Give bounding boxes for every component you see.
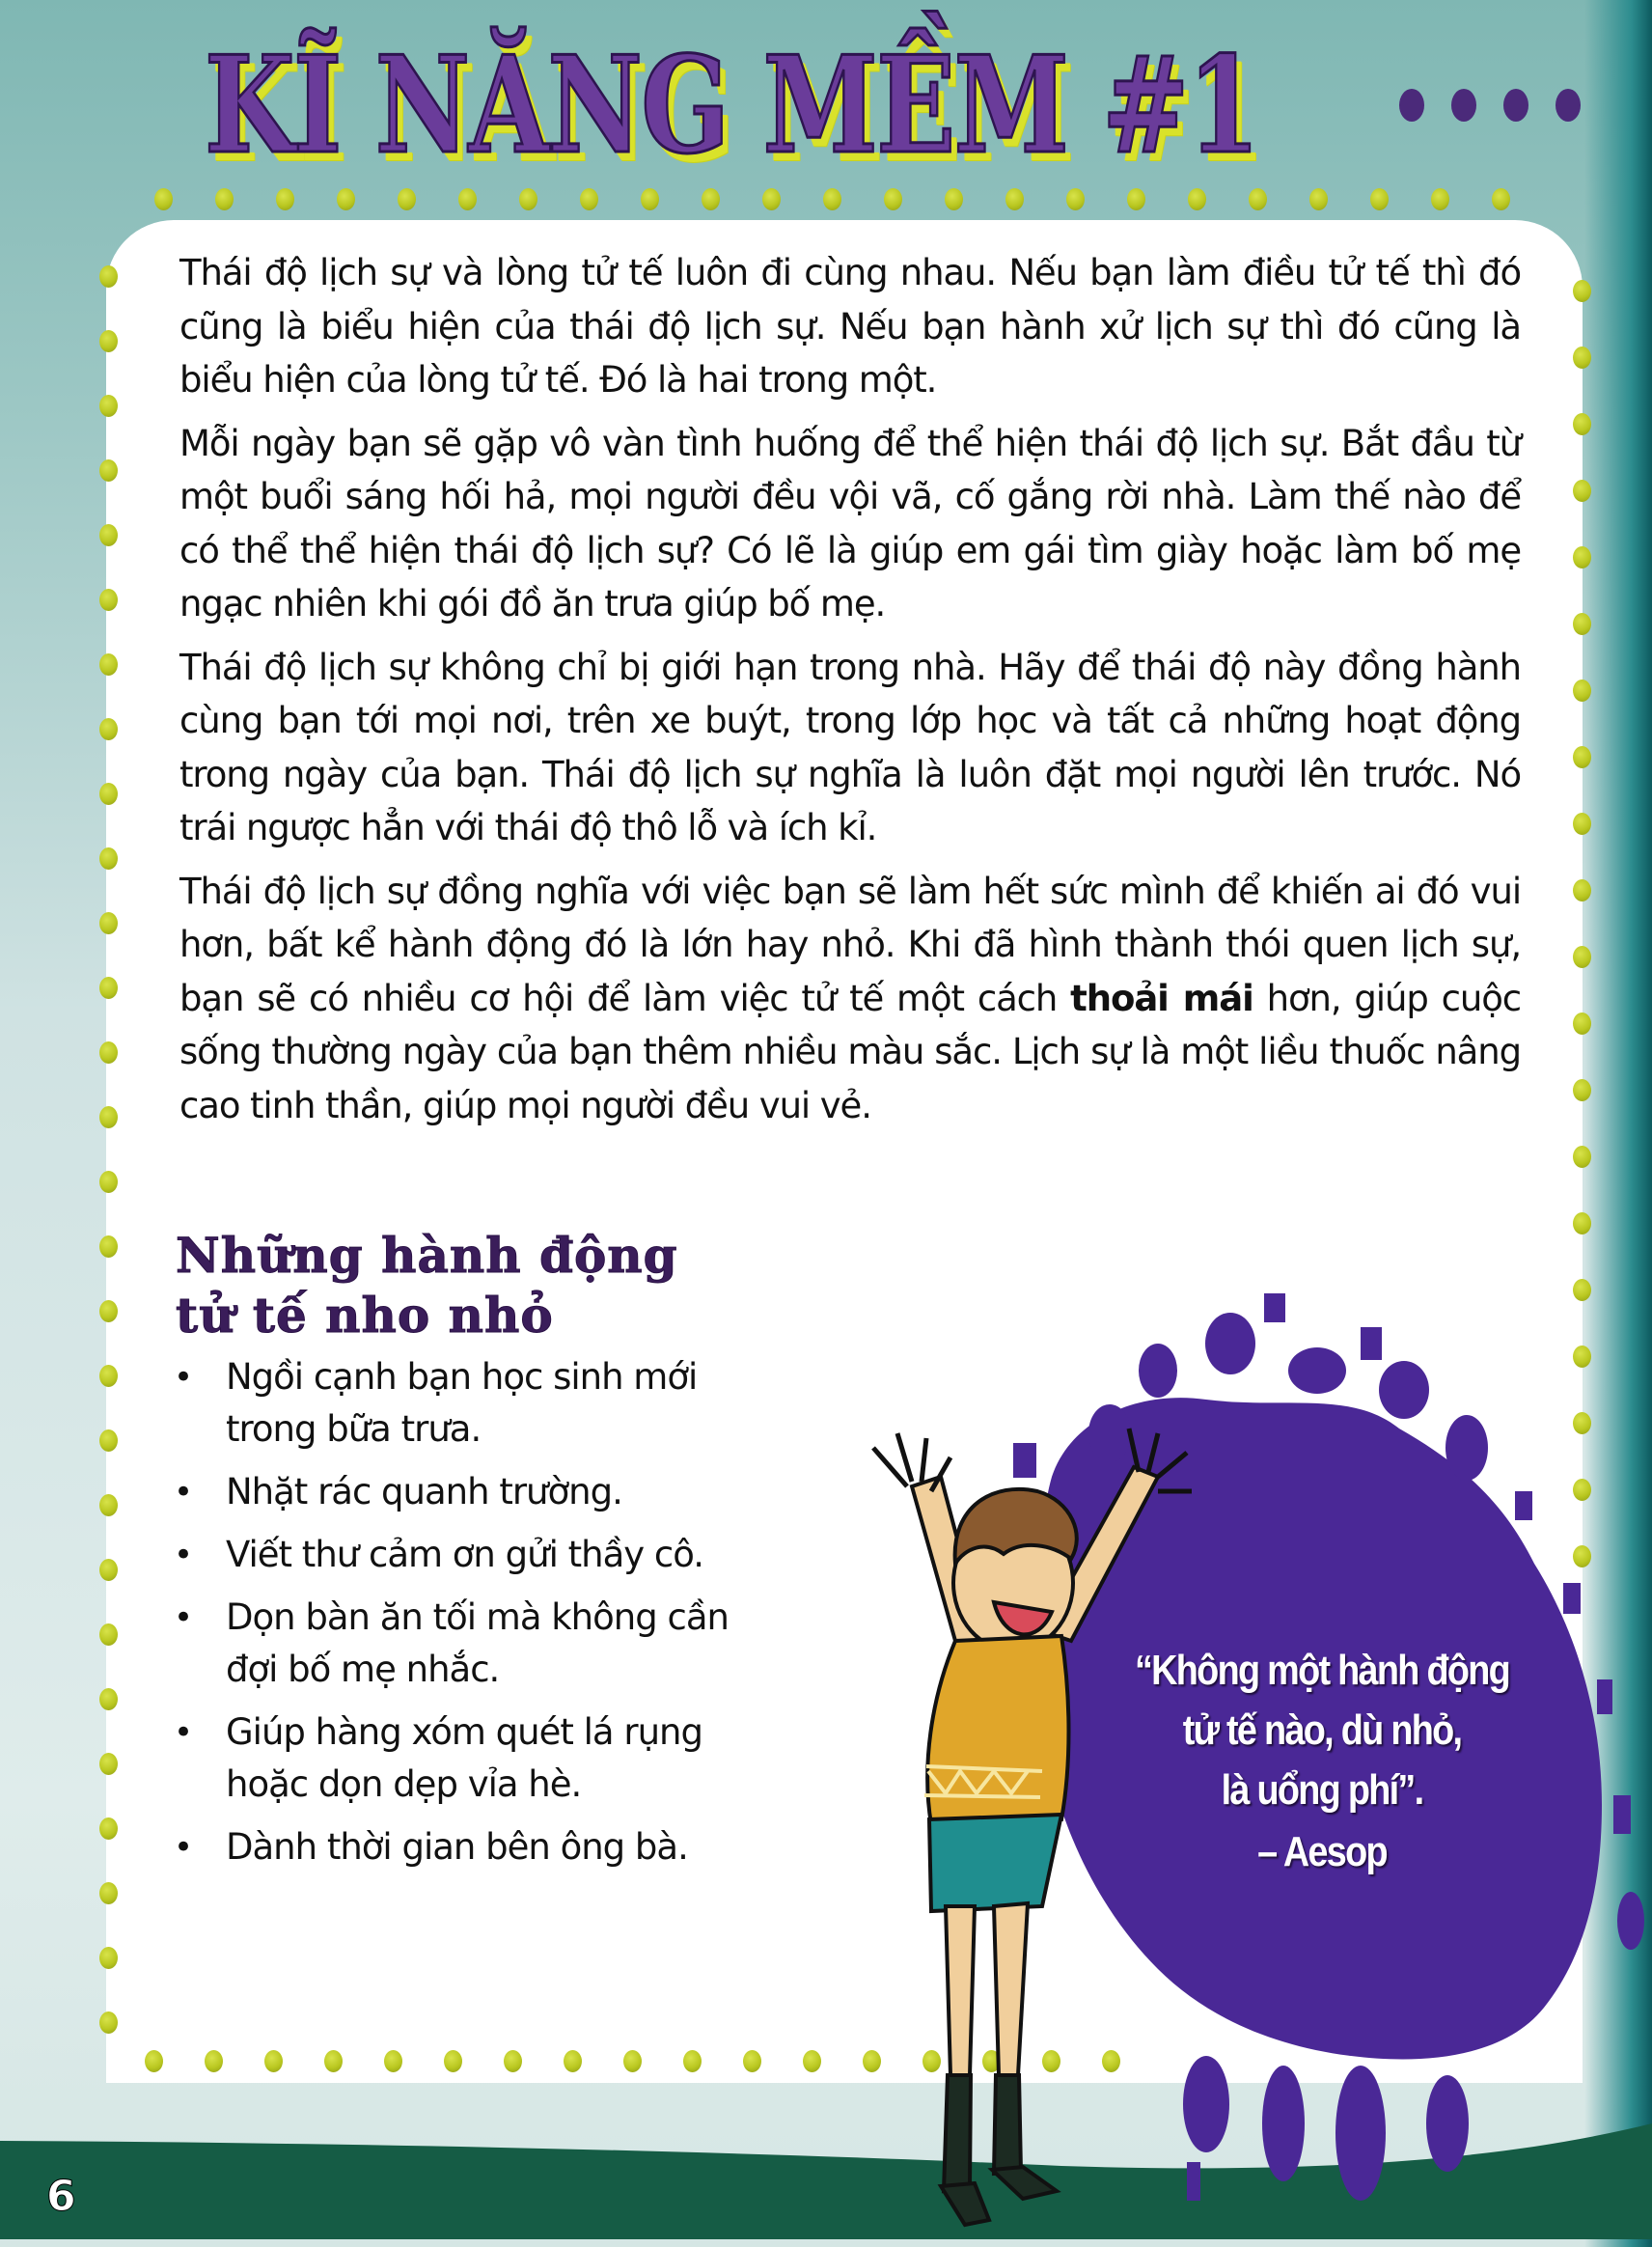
list-item-text: Dành thời gian bên ông bà. [226, 1826, 688, 1868]
page-number: 6 [46, 2172, 76, 2221]
dotted-border-top [154, 188, 1510, 210]
bullet-icon: • [174, 1713, 193, 1752]
dot-icon [1556, 89, 1581, 122]
heading-line: Những hành động [176, 1227, 678, 1284]
dot-icon [1399, 89, 1424, 122]
aesop-quote [1131, 1641, 1513, 1882]
list-item-text: Giúp hàng xóm quét lá rụng hoặc dọn dẹp vỉa hè. [226, 1711, 702, 1805]
bold-phrase: thoải mái [1070, 977, 1253, 1019]
bullet-icon: • [174, 1598, 193, 1637]
paragraph: Mỗi ngày bạn sẽ gặp vô vàn tình huống để thể hiện thái độ lịch sự. Bắt đầu từ một buổi sáng hối hả, mọi người đều vội vã, cố gắng rời nhà. Làm thế nào để có thể thể hiện thái độ lịch sự? Có lẽ là giúp em gái tìm giày hoặc làm bố mẹ ngạc nhiên khi gói đồ ăn trưa giúp bố mẹ. [179, 422, 1521, 624]
quote-line: tử tế nào, dù nhỏ, [1182, 1706, 1462, 1754]
quote-attribution: – Aesop [1257, 1828, 1387, 1875]
list-item [172, 1706, 770, 1811]
list-item-text: Ngồi cạnh bạn học sinh mới trong bữa trưa. [226, 1356, 698, 1450]
paragraph-text: Thái độ lịch sự đồng nghĩa với việc bạn sẽ làm hết sức mình để khiến ai đó vui hơn, bất kể hành động đó là lớn hay nhỏ. Khi đã hình thành thói quen lịch sự, bạn sẽ có nhiều cơ hội để làm việc tử tế một cách [179, 870, 1521, 1019]
list-item [172, 1529, 770, 1581]
dotted-border-left [99, 265, 118, 2034]
dot-icon [1503, 89, 1528, 122]
bullet-icon: • [174, 1473, 193, 1512]
kindness-list [172, 1351, 770, 1884]
list-item-text: Nhặt rác quanh trường. [226, 1471, 622, 1512]
list-item [172, 1466, 770, 1518]
title-trailing-dots [1399, 89, 1581, 122]
dot-icon [1451, 89, 1476, 122]
body-text [179, 246, 1521, 1142]
list-item [172, 1821, 770, 1873]
paragraph [179, 865, 1521, 1133]
bullet-icon: • [174, 1828, 193, 1867]
paragraph: Thái độ lịch sự và lòng tử tế luôn đi cùng nhau. Nếu bạn làm điều tử tế thì đó cũng là biểu hiện của thái độ lịch sự. Nếu bạn hành xử lịch sự thì đó cũng là biểu hiện của lòng tử tế. Đó là hai trong một. [179, 252, 1521, 401]
list-item-text: Viết thư cảm ơn gửi thầy cô. [226, 1534, 704, 1575]
list-item [172, 1351, 770, 1456]
list-item [172, 1592, 770, 1696]
paragraph-text: hơn, giúp cuộc sống thường ngày của bạn thêm nhiều màu sắc. Lịch sự là một liều thuốc nâng cao tinh thần, giúp mọi người đều vui vẻ. [179, 977, 1521, 1126]
list-item-text: Dọn bàn ăn tối mà không cần đợi bố mẹ nhắc. [226, 1596, 729, 1690]
page-title: KĨ NĂNG MỀM #1 [205, 26, 1259, 183]
heading-line: tử tế nho nhỏ [176, 1287, 554, 1344]
bullet-icon: • [174, 1358, 193, 1397]
quote-line: “Không một hành động [1134, 1647, 1510, 1694]
quote-line: là uổng phí”. [1221, 1766, 1423, 1814]
section-heading [176, 1226, 678, 1345]
bullet-icon: • [174, 1536, 193, 1574]
paragraph: Thái độ lịch sự không chỉ bị giới hạn trong nhà. Hãy để thái độ này đồng hành cùng bạn tới mọi nơi, trên xe buýt, trong lớp học và tất cả những hoạt động trong ngày của bạn. Thái độ lịch sự nghĩa là luôn đặt mọi người lên trước. Nó trái ngược hẳn với thái độ thô lỗ và ích kỉ. [179, 646, 1521, 848]
